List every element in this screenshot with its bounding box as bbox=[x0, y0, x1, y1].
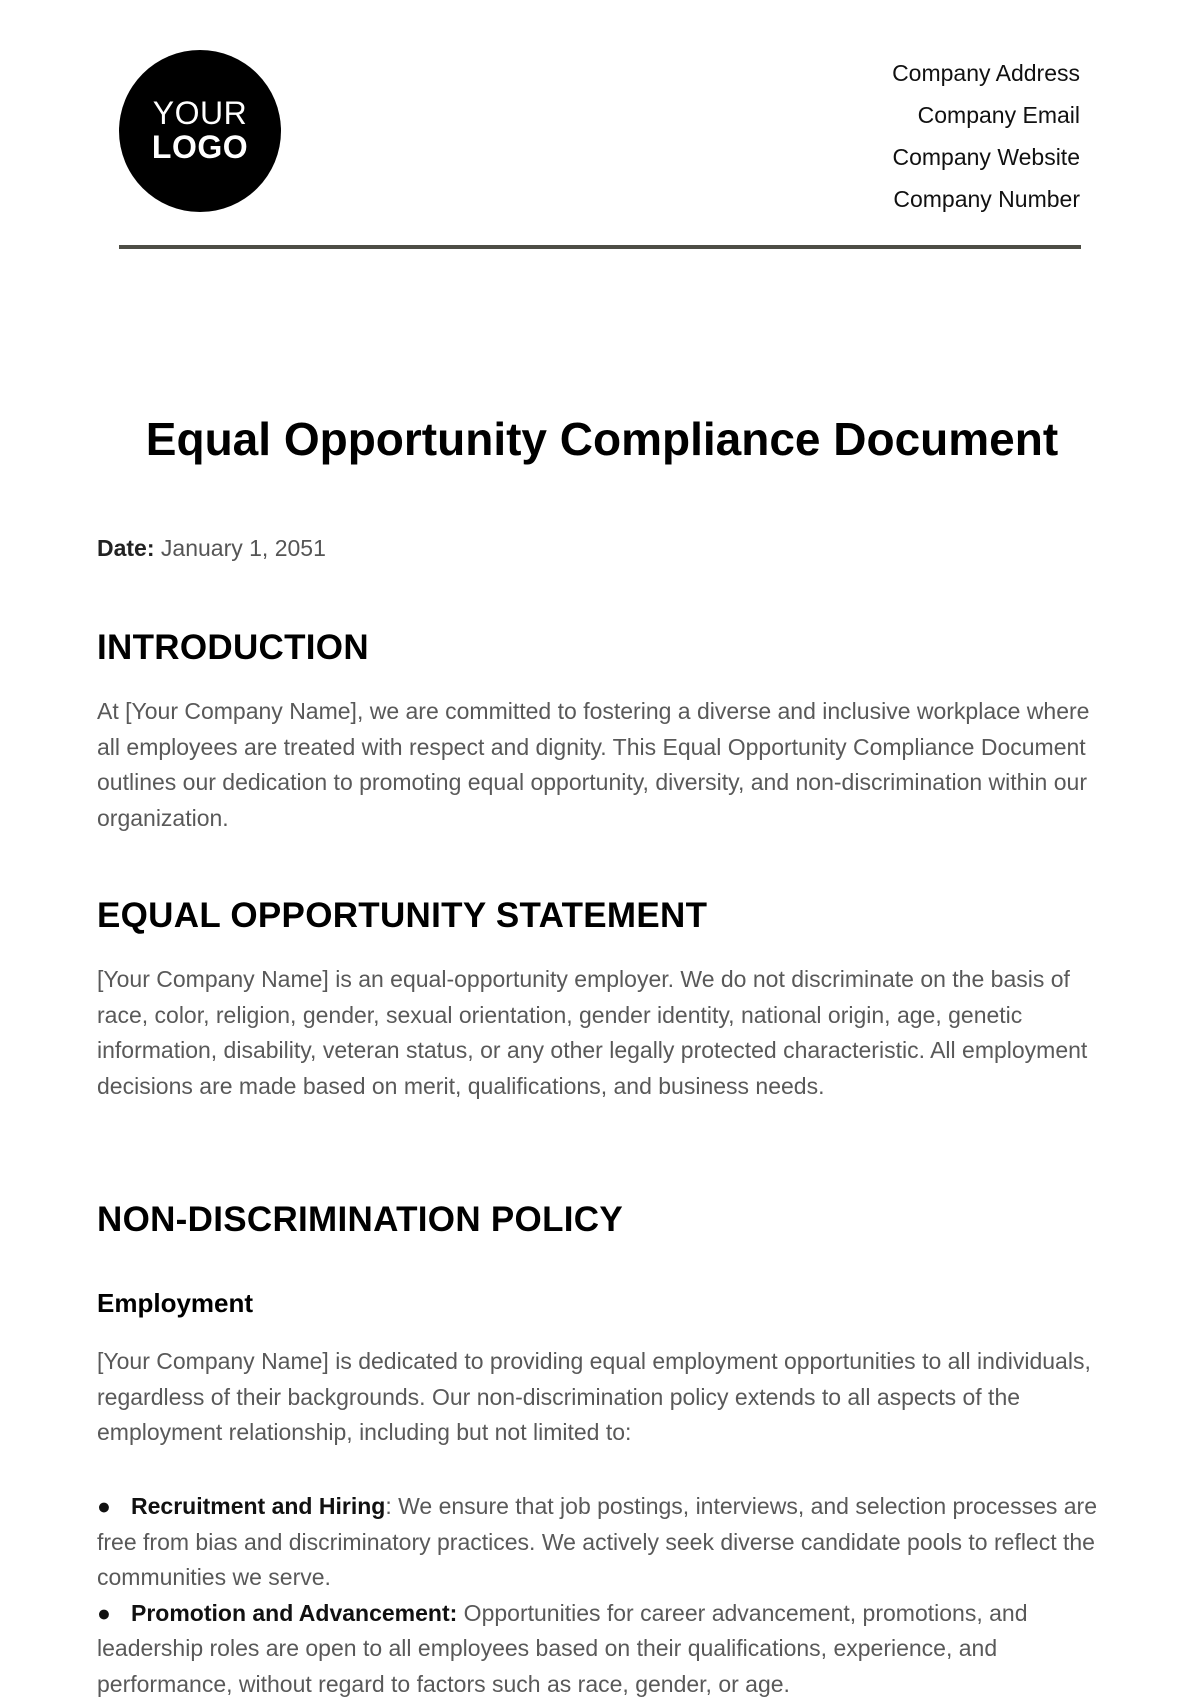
list-item bbox=[97, 1596, 1107, 1703]
section-heading-introduction: INTRODUCTION bbox=[97, 628, 369, 667]
section-heading-policy: NON-DISCRIMINATION POLICY bbox=[97, 1200, 624, 1239]
company-number: Company Number bbox=[893, 186, 1080, 212]
bullet-icon: ● bbox=[97, 1493, 111, 1519]
employment-bullet-list bbox=[97, 1489, 1107, 1703]
bullet-term: Promotion and Advancement: bbox=[131, 1599, 458, 1626]
logo-line-2: LOGO bbox=[151, 129, 249, 165]
bullet-icon: ● bbox=[97, 1599, 111, 1626]
company-address: Company Address bbox=[892, 60, 1080, 86]
statement-paragraph: [Your Company Name] is an equal-opportunity employer. We do not discriminate on the basis of race, color, religion, gender, sexual orientation, gender identity, national origin, age, genetic information, disability, veteran status, or any other legally protected characteristic. All employment decisions are made based on merit, qualifications, and business needs. bbox=[97, 966, 1088, 1099]
section-heading-statement: EQUAL OPPORTUNITY STATEMENT bbox=[97, 896, 708, 935]
company-logo bbox=[119, 50, 281, 212]
bullet-term: Recruitment and Hiring bbox=[131, 1493, 386, 1519]
date-label: Date: bbox=[97, 535, 155, 561]
document-date bbox=[97, 535, 326, 562]
header-divider bbox=[119, 245, 1081, 249]
company-website: Company Website bbox=[892, 144, 1080, 170]
document-title: Equal Opportunity Compliance Document bbox=[145, 413, 1059, 465]
introduction-paragraph: At [Your Company Name], we are committed to fostering a diverse and inclusive workplace where all employees are treated with respect and dignity. This Equal Opportunity Compliance Document outlines our dedication to promoting equal opportunity, diversity, and non-discrimination within our organization. bbox=[97, 698, 1090, 831]
company-email: Company Email bbox=[917, 102, 1080, 128]
subheading-employment: Employment bbox=[97, 1288, 254, 1318]
date-value: January 1, 2051 bbox=[154, 535, 326, 561]
company-contact-block bbox=[892, 52, 1080, 220]
list-item bbox=[97, 1489, 1107, 1596]
bullet-text: : We ensure that job postings, interviews, and selection processes are free from bias and discriminatory practices. We actively seek diverse candidate pools to reflect the communities we serve. bbox=[97, 1493, 1097, 1591]
employment-paragraph: [Your Company Name] is dedicated to providing equal employment opportunities to all individuals, regardless of their backgrounds. Our non-discrimination policy extends to all aspects of the employment relationship, including but not limited to: bbox=[97, 1348, 1091, 1446]
logo-line-1: YOUR bbox=[152, 95, 248, 132]
bullet-text: Opportunities for career advancement, promotions, and leadership roles are open to all employees based on their qualifications, experience, and performance, without regard to factors such as race, gender, or age. bbox=[97, 1599, 1028, 1697]
